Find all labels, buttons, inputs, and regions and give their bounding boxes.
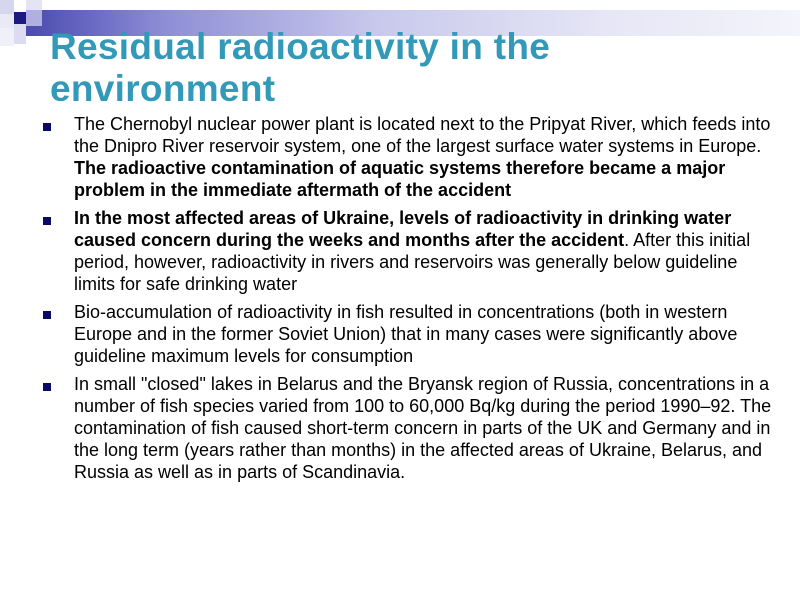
deco-square <box>14 12 26 24</box>
bullet-item <box>40 207 780 295</box>
deco-square <box>14 24 26 44</box>
deco-square <box>0 14 14 28</box>
bullet-item <box>40 373 780 483</box>
square-bullet-icon <box>43 123 51 131</box>
square-bullet-icon <box>43 217 51 225</box>
bullet-text: Bio-accumulation of radioactivity in fish resulted in concentrations (both in western Europe and in the former Soviet Union) that in many cases were significantly above guideline maximum levels for consumption <box>74 302 738 366</box>
bullet-text-bold: The radioactive contamination of aquatic systems therefore became a major problem in the immediate aftermath of the accident <box>74 158 726 200</box>
deco-square <box>14 0 26 12</box>
bullet-text-bold: In the most affected areas of Ukraine, levels of radioactivity in drinking water caused concern during the weeks and months after the accident <box>74 208 732 250</box>
deco-square <box>0 28 14 46</box>
slide-title: Residual radioactivity in the environment <box>50 26 551 109</box>
deco-square <box>26 10 42 26</box>
square-bullet-icon <box>43 383 51 391</box>
bullet-text: The Chernobyl nuclear power plant is located next to the Pripyat River, which feeds into the Dnipro River reservoir system, one of the largest surface water systems in Europe. <box>74 114 771 156</box>
deco-square <box>26 0 42 10</box>
bullet-item <box>40 113 780 201</box>
bullet-text: . After this initial period, however, radioactivity in rivers and reservoirs was generally below guideline limits for safe drinking water <box>74 230 751 294</box>
square-bullet-icon <box>43 311 51 319</box>
deco-square <box>0 0 14 14</box>
bullet-text: In small "closed" lakes in Belarus and the Bryansk region of Russia, concentrations in a number of fish species varied from 100 to 60,000 Bq/kg during the period 1990–92. The contamination of fish caused short-term concern in parts of the UK and Germany and in the long term (years rather than months) in the affected areas of Ukraine, Belarus, and Russia as well as in parts of Scandinavia. <box>74 374 772 482</box>
bullet-list <box>40 113 780 489</box>
bullet-item <box>40 301 780 367</box>
